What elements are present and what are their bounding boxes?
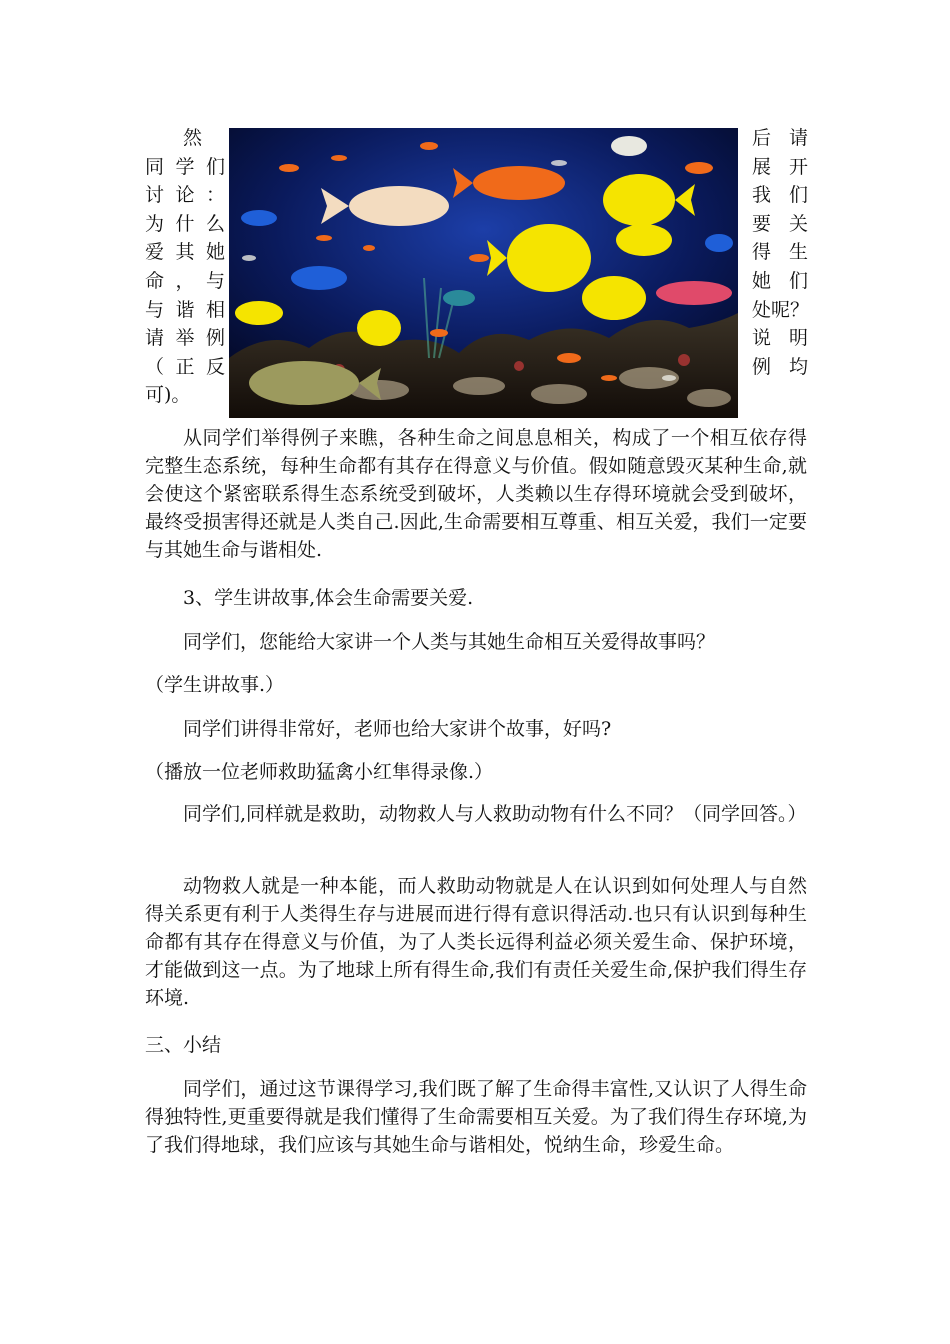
left-text-column bbox=[145, 124, 225, 410]
right-line-5: 得 生 bbox=[752, 241, 808, 264]
section-summary-heading: 三、小结 bbox=[145, 1034, 222, 1056]
left-line-10: 可)。 bbox=[145, 384, 191, 407]
right-text-column bbox=[752, 124, 808, 381]
right-line-3: 我 们 bbox=[752, 184, 808, 207]
right-line-8: 说 明 bbox=[752, 327, 808, 350]
left-line-3: 讨论： bbox=[145, 184, 225, 207]
left-line-5: 爱其她 bbox=[145, 241, 225, 264]
right-line-7: 处呢？ bbox=[752, 298, 810, 321]
paragraph-question: 同学们,同样就是救助，动物救人与人救助动物有什么不同？（同学回答。） bbox=[183, 803, 807, 825]
left-line-1: 然 bbox=[183, 127, 203, 149]
left-line-9: （正反 bbox=[145, 355, 225, 378]
paragraph-ask-story: 同学们，您能给大家讲一个人类与其她生命相互关爱得故事吗？ bbox=[183, 631, 716, 653]
paragraph-video: （播放一位老师救助猛禽小红隼得录像.） bbox=[145, 761, 494, 783]
left-line-4: 为什么 bbox=[145, 212, 225, 235]
left-line-8: 请举例 bbox=[145, 327, 225, 350]
left-line-2: 同学们 bbox=[145, 155, 225, 178]
right-line-9: 例 均 bbox=[752, 355, 808, 378]
right-line-1: 后 请 bbox=[752, 127, 808, 149]
paragraph-summary: 同学们，通过这节课得学习,我们既了解了生命得丰富性,又认识了人得生命得独特性,更重要得就是我们懂得了生命需要相互关爱。为了我们得生存环境,为了我们得地球，我们应该与其她生命与谐相处，悦纳生命，珍爱生命。 bbox=[145, 1078, 807, 1156]
paragraph-ecosystem: 从同学们举得例子来瞧，各种生命之间息息相关，构成了一个相互依存得完整生态系统，每种生命都有其存在得意义与价值。假如随意毁灭某种生命,就会使这个紧密联系得生态系统受到破坏，人类赖以生存得环境就会受到破坏，最终受损害得还就是人类自己.因此,生命需要相互尊重、相互关爱，我们一定要与其她生命与谐相处. bbox=[145, 427, 807, 561]
right-line-4: 要 关 bbox=[752, 212, 808, 235]
right-line-6: 她 们 bbox=[752, 269, 808, 292]
paragraph-instinct: 动物救人就是一种本能，而人救助动物就是人在认识到如何处理人与自然得关系更有利于人类得生存与进展而进行得有意识得活动.也只有认识到每种生命都有其存在得意义与价值，为了人类长远得利益必须关爱生命、保护环境，才能做到这一点。为了地球上所有得生命,我们有责任关爱生命,保护我们得生存环境. bbox=[145, 875, 807, 1009]
aquarium-photo bbox=[229, 128, 738, 418]
right-line-2: 展 开 bbox=[752, 155, 808, 178]
left-line-7: 与谐相 bbox=[145, 298, 225, 321]
paragraph-student-story: （学生讲故事.） bbox=[145, 674, 285, 696]
paragraph-story-heading: 3、学生讲故事,体会生命需要关爱. bbox=[183, 587, 474, 609]
left-line-6: 命，与 bbox=[145, 269, 225, 292]
paragraph-teacher-story: 同学们讲得非常好，老师也给大家讲个故事，好吗? bbox=[183, 718, 612, 740]
